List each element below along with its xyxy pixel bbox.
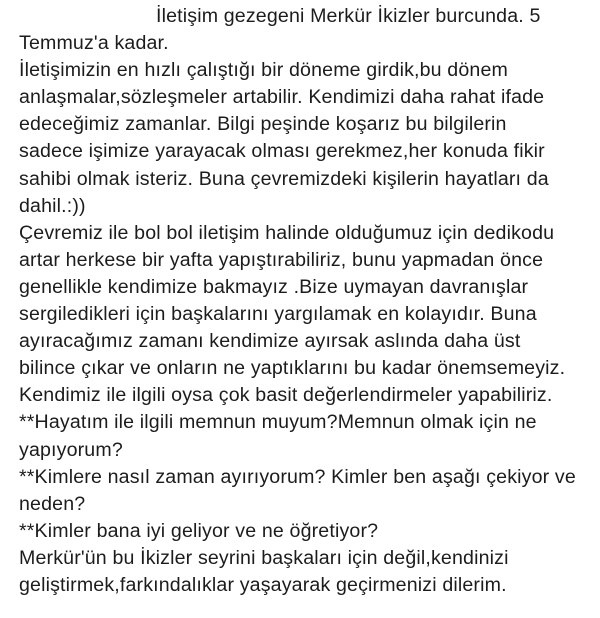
text-line: **Kimlere nasıl zaman ayırıyorum? Kimler ben aşağı çekiyor ve [19,465,576,488]
text-line: artar herkese bir yafta yapıştırabiliriz, bunu yapmadan önce [19,248,544,271]
text-line: yapıyorum? [19,438,123,461]
text-line: ayıracağımız zamanı kendimize ayırsak aslında daha üst [19,330,521,353]
text-line: edeceğimiz zamanlar. Bilgi peşinde koşarız bu bilgilerin [19,113,507,136]
text-line: bilince çıkar ve onların ne yaptıklarını bu kadar önemsemeyiz. [19,357,566,380]
text-line: neden? [19,492,86,515]
text-line: İletişimizin en hızlı çalıştığı bir döneme girdik,bu dönem [19,59,508,82]
text-line: sergiledikleri için başkalarını yargılamak en kolayıdır. Buna [19,303,537,326]
text-line: Çevremiz ile bol bol iletişim halinde olduğumuz için dedikodu [19,221,555,244]
text-line: dahil.:)) [19,194,86,217]
text-line: genellikle kendimize bakmayız .Bize uymayan davranışlar [19,275,529,298]
text-line: Kendimiz ile ilgili oysa çok basit değerlendirmeler yapabiliriz. [19,384,553,407]
text-line: İletişim gezegeni Merkür İkizler burcunda. 5 [156,5,541,27]
text-line: sahibi olmak isteriz. Buna çevremizdeki kişilerin hayatları da [19,167,549,190]
text-line: **Hayatım ile ilgili memnun muyum?Memnun olmak için ne [19,411,537,434]
text-line: geliştirmek,farkındalıklar yaşayarak geçirmenizi dilerim. [19,573,507,596]
text-line: Merkür'ün bu İkizler seyrini başkaları için değil,kendinizi [19,546,509,569]
text-line: sadece işimize yarayacak olması gerekmez,her konuda fikir [19,140,545,163]
text-line: anlaşmalar,sözleşmeler artabilir. Kendimizi daha rahat ifade [19,86,545,109]
text-line: Temmuz'a kadar. [19,32,169,55]
text-line: **Kimler bana iyi geliyor ve ne öğretiyor? [19,519,379,542]
